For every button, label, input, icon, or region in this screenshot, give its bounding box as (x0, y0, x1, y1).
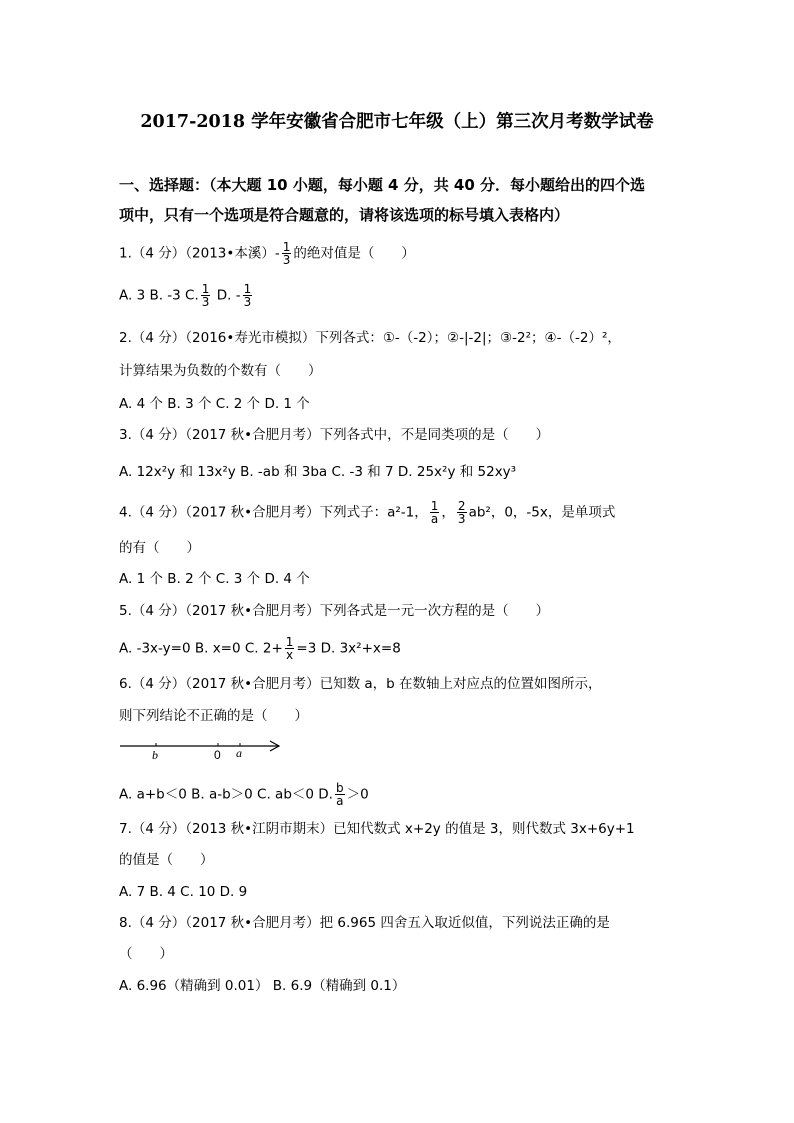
label-zero: 0 (214, 748, 221, 762)
question-2-options: A. 4 个 B. 3 个 C. 2 个 D. 1 个 (119, 396, 310, 412)
section-heading-line1: 一、选择题：（本大题 10 小题，每小题 4 分，共 40 分．每小题给出的四个选 (119, 176, 646, 194)
q4-f2-den: 3 (457, 512, 466, 526)
q4-fraction-2 (457, 500, 467, 525)
question-3-options: A. 12x²y 和 13x²y B. -ab 和 3ba C. -3 和 7 D. 25x²y 和 52xy³ (119, 464, 517, 480)
question-4-line2: 的有（ ） (119, 540, 200, 556)
question-7-options: A. 7 B. 4 C. 10 D. 9 (119, 884, 248, 900)
q4-separator: ， (441, 504, 455, 521)
q6-d-den: a (336, 794, 344, 808)
q4-f1-den: a (430, 512, 439, 526)
q1-minus: - (274, 245, 280, 262)
q4-f1-num: 1 (430, 499, 439, 513)
q1-frac-num: 1 (282, 240, 291, 254)
q5-option-c-fraction (285, 636, 295, 661)
question-5-options (119, 636, 401, 661)
q1-fraction (282, 241, 292, 266)
q1-frac-den: 3 (282, 253, 291, 267)
q6-d-num: b (335, 781, 344, 795)
question-1-stem (119, 241, 415, 266)
question-7-line2: 的值是（ ） (119, 852, 214, 868)
q5-options-cd: =3 D. 3x²+x=8 (296, 640, 401, 657)
question-6-line1: 6.（4 分）（2017 秋•合肥月考）已知数 a，b 在数轴上对应点的位置如图所示， (119, 676, 602, 692)
label-a: a (236, 746, 242, 760)
page-title: 2017-2018 学年安徽省合肥市七年级（上）第三次月考数学试卷 (140, 112, 654, 132)
question-1-options (119, 283, 254, 308)
q1-d-num: 1 (243, 282, 252, 296)
label-b: b (152, 748, 158, 762)
q5-options-abc: A. -3x-y=0 B. x=0 C. 2+ (119, 640, 283, 657)
question-3-line1: 3.（4 分）（2017 秋•合肥月考）下列各式中，不是同类项的是（ ） (119, 427, 550, 443)
question-6-line2: 则下列结论不正确的是（ ） (119, 708, 308, 724)
question-8-line1: 8.（4 分）（2017 秋•合肥月考）把 6.965 四舍五入取近似值，下列说法正确的是 (119, 915, 610, 931)
q1-c-num: 1 (201, 282, 210, 296)
question-8-options: A. 6.96（精确到 0.01） B. 6.9（精确到 0.1） (119, 978, 406, 994)
q1-stem-prefix: 1.（4 分）（2013•本溪） (119, 245, 275, 262)
q6-option-d-fraction (335, 782, 345, 807)
q5-c-den: x (286, 648, 294, 662)
q4-fraction-1 (430, 500, 440, 525)
question-2-line1: 2.（4 分）（2016•寿光市模拟）下列各式：①-（-2）；②-|-2|；③-2²；④-（-2）²， (119, 330, 621, 346)
q4-stem-prefix: 4.（4 分）（2017 秋•合肥月考）下列式子：a²-1， (119, 504, 428, 521)
q4-stem-suffix: ab²，0，-5x，是单项式 (468, 504, 616, 521)
question-5-line1: 5.（4 分）（2017 秋•合肥月考）下列各式是一元一次方程的是（ ） (119, 603, 550, 619)
question-4-options: A. 1 个 B. 2 个 C. 3 个 D. 4 个 (119, 571, 310, 587)
q6-options-abc: A. a+b＜0 B. a-b＞0 C. ab＜0 D. (119, 786, 333, 803)
question-7-line1: 7.（4 分）（2013 秋•江阴市期末）已知代数式 x+2y 的值是 3，则代数式 3x+6y+1 (119, 821, 635, 837)
q5-c-num: 1 (285, 635, 294, 649)
q4-f2-num: 2 (457, 499, 466, 513)
q1-option-d-fraction (243, 283, 253, 308)
section-heading-line2: 项中，只有一个选项是符合题意的，请将该选项的标号填入表格内） (119, 206, 570, 224)
number-line-diagram (118, 736, 288, 762)
question-2-line2: 计算结果为负数的个数有（ ） (119, 363, 322, 379)
q1-d-den: 3 (243, 295, 252, 309)
question-8-line2: （ ） (119, 946, 173, 962)
q1-option-d-label: D. - (212, 287, 241, 304)
q1-options-ab: A. 3 B. -3 C. (119, 287, 199, 304)
question-6-options (119, 782, 369, 807)
q6-option-d-suffix: ＞0 (346, 786, 369, 803)
question-4-line1 (119, 500, 615, 525)
q1-c-den: 3 (201, 295, 210, 309)
q1-stem-suffix: 的绝对值是（ ） (293, 245, 415, 262)
q1-option-c-fraction (201, 283, 211, 308)
